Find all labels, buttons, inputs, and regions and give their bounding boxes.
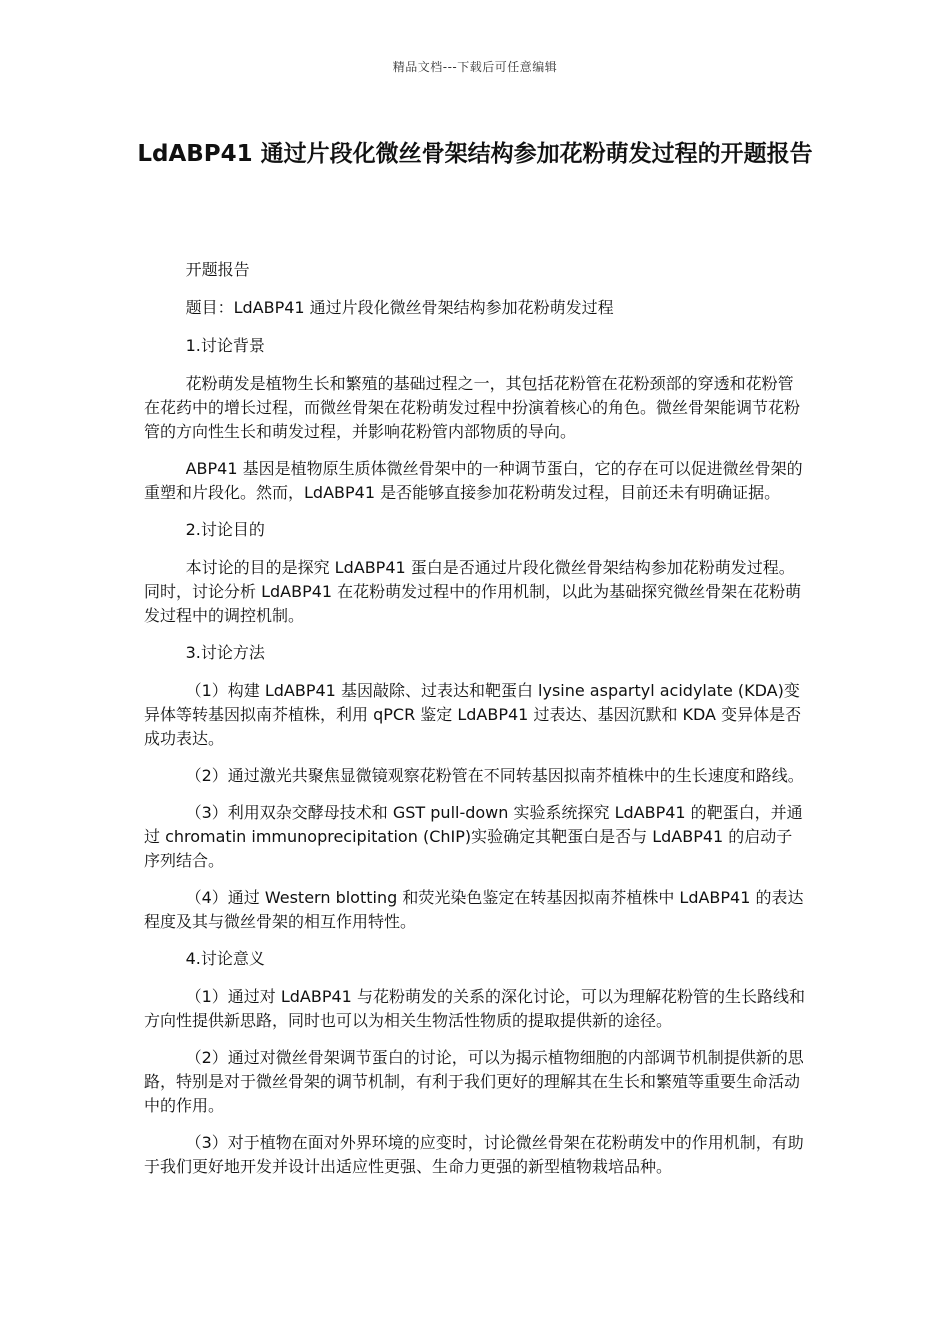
section-heading-methods: 3.讨论方法 — [185, 643, 265, 662]
paragraph: ABP41 基因是植物原生质体微丝骨架中的一种调节蛋白，它的存在可以促进微丝骨架的重塑和片段化。然而，LdABP41 是否能够直接参加花粉萌发过程，目前还未有明确证据。 — [144, 459, 803, 502]
document-body — [144, 258, 808, 1192]
document-title: LdABP41 通过片段化微丝骨架结构参加花粉萌发过程的开题报告 — [137, 141, 813, 167]
header-note: 精品文档---下载后可任意编辑 — [392, 60, 558, 74]
significance-item: （3）对于植物在面对外界环境的应变时，讨论微丝骨架在花粉萌发中的作用机制，有助于我们更好地开发并设计出适应性更强、生命力更强的新型植物栽培品种。 — [144, 1133, 804, 1176]
paragraph: 花粉萌发是植物生长和繁殖的基础过程之一，其包括花粉管在花粉颈部的穿透和花粉管在花药中的增长过程，而微丝骨架在花粉萌发过程中扮演着核心的角色。微丝骨架能调节花粉管的方向性生长和萌发过程，并影响花粉管内部物质的导向。 — [144, 374, 801, 441]
method-item: （2）通过激光共聚焦显微镜观察花粉管在不同转基因拟南芥植株中的生长速度和路线。 — [185, 766, 804, 785]
section-heading-purpose: 2.讨论目的 — [185, 520, 265, 539]
paragraph: 本讨论的目的是探究 LdABP41 蛋白是否通过片段化微丝骨架结构参加花粉萌发过程。同时，讨论分析 LdABP41 在花粉萌发过程中的作用机制，以此为基础探究微丝骨架在花粉萌发过程中的调控机制。 — [144, 558, 802, 625]
method-item: （1）构建 LdABP41 基因敲除、过表达和靶蛋白 lysine aspartyl acidylate (KDA)变异体等转基因拟南芥植株，利用 qPCR 鉴定 LdABP41 过表达、基因沉默和 KDA 变异体是否成功表达。 — [144, 681, 802, 748]
method-item: （3）利用双杂交酵母技术和 GST pull-down 实验系统探究 LdABP41 的靶蛋白，并通过 chromatin immunoprecipitation (ChIP)实验确定其靶蛋白是否与 LdABP41 的启动子序列结合。 — [144, 803, 803, 870]
significance-item: （1）通过对 LdABP41 与花粉萌发的关系的深化讨论，可以为理解花粉管的生长路线和方向性提供新思路，同时也可以为相关生物活性物质的提取提供新的途径。 — [144, 987, 805, 1030]
section-heading-significance: 4.讨论意义 — [185, 949, 265, 968]
significance-item: （2）通过对微丝骨架调节蛋白的讨论，可以为揭示植物细胞的内部调节机制提供新的思路，特别是对于微丝骨架的调节机制，有利于我们更好的理解其在生长和繁殖等重要生命活动中的作用。 — [144, 1048, 804, 1115]
method-item: （4）通过 Western blotting 和荧光染色鉴定在转基因拟南芥植株中 LdABP41 的表达程度及其与微丝骨架的相互作用特性。 — [144, 888, 804, 931]
section-heading-background: 1.讨论背景 — [185, 336, 265, 355]
section-label: 开题报告 — [185, 260, 250, 279]
topic-line: 题目：LdABP41 通过片段化微丝骨架结构参加花粉萌发过程 — [185, 298, 614, 317]
